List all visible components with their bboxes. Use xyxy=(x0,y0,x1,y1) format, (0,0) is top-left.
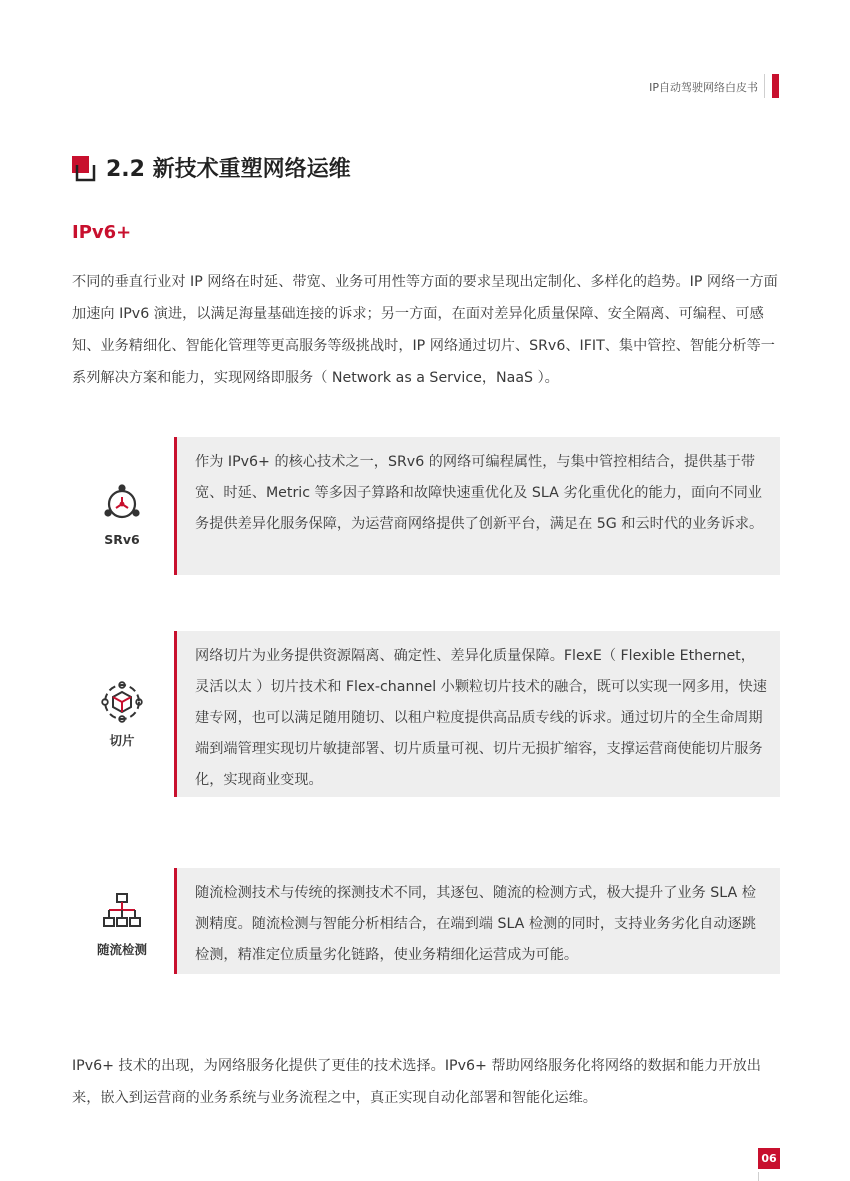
conclusion-paragraph: IPv6+ 技术的出现，为网络服务化提供了更佳的技术选择。IPv6+ 帮助网络服务化将网络的数据和能力开放出来，嵌入到运营商的业务系统与业务流程之中，真正实现自动化部署和智能化运维。 xyxy=(72,1058,761,1106)
slicing-cube-icon xyxy=(101,681,143,723)
feature-srv6 xyxy=(72,437,780,575)
srv6-network-icon xyxy=(101,482,143,524)
feature-flow-detection xyxy=(72,868,780,974)
feature-icon-column xyxy=(72,681,172,749)
feature-icon-column xyxy=(72,482,172,547)
intro-paragraph: 不同的垂直行业对 IP 网络在时延、带宽、业务可用性等方面的要求呈现出定制化、多样化的趋势。IP 网络一方面加速向 IPv6 演进，以满足海量基础连接的诉求；另一方面，在面对差异化质量保障、安全隔离、可编程、可感知、业务精细化、智能化管理等更高服务等级挑战时，IP 网络通过切片、SRv6、IFIT、集中管控、智能分析等一系列解决方案和能力，实现网络即服务（ Network as a Service，NaaS ）。 xyxy=(72,274,778,386)
feature-label: 切片 xyxy=(109,733,135,748)
header-accent-bar xyxy=(772,74,779,98)
flow-tree-icon xyxy=(101,890,143,932)
section-square-icon xyxy=(72,156,96,182)
feature-label: 随流检测 xyxy=(96,942,147,957)
feature-description: 作为 IPv6+ 的核心技术之一，SRv6 的网络可编程属性，与集中管控相结合，提供基于带宽、时延、Metric 等多因子算路和故障快速重优化及 SLA 劣化重优化的能力，面向不同业务提供差异化服务保障，为运营商网络提供了创新平台，满足在 5G 和云时代的业务诉求。 xyxy=(174,437,780,575)
page-number: 06 xyxy=(758,1148,780,1169)
section-title: 2.2 新技术重塑网络运维 xyxy=(106,157,351,182)
feature-description: 网络切片为业务提供资源隔离、确定性、差异化质量保障。FlexE（ Flexible Ethernet，灵活以太 ）切片技术和 Flex-channel 小颗粒切片技术的融合，既可以实现一网多用，快速建专网，也可以满足随用随切、以租户粒度提供高品质专线的诉求。通过切片的全生命周期端到端管理实现切片敏捷部署、切片质量可视、切片无损扩缩容，支撑运营商使能切片服务化，实现商业变现。 xyxy=(174,631,780,797)
document-title: IP自动驾驶网络白皮书 xyxy=(649,81,758,94)
header-divider xyxy=(764,74,765,98)
page-number-rule xyxy=(758,1172,781,1181)
feature-label: SRv6 xyxy=(104,532,140,547)
subsection-title: IPv6+ xyxy=(72,222,132,243)
feature-description: 随流检测技术与传统的探测技术不同，其逐包、随流的检测方式，极大提升了业务 SLA 检测精度。随流检测与智能分析相结合，在端到端 SLA 检测的同时，支持业务劣化自动逐跳检测，精准定位质量劣化链路，使业务精细化运营成为可能。 xyxy=(174,868,780,974)
feature-slicing xyxy=(72,631,780,797)
feature-icon-column xyxy=(72,890,172,958)
